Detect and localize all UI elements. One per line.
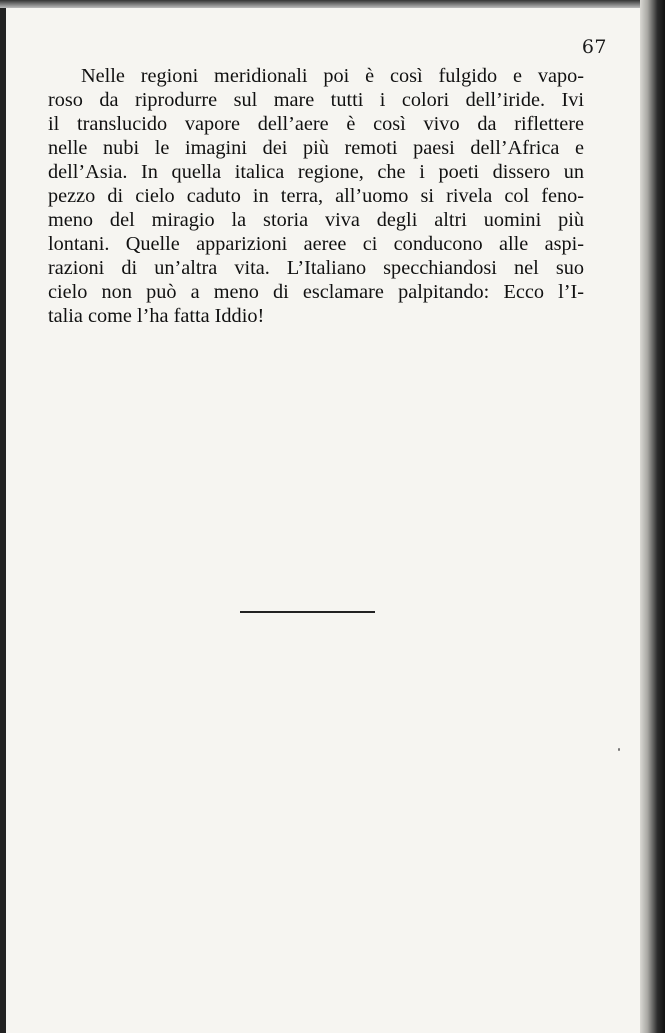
text-line: talia come l’ha fatta Iddio! — [48, 305, 265, 327]
text-line: pezzo di cielo caduto in terra, all’uomo si rivela col feno- — [48, 185, 584, 207]
book-spine-edge — [640, 0, 665, 1033]
page-number: 67 — [581, 36, 607, 58]
paper-speck — [618, 748, 620, 751]
text-line: il translucido vapore dell’aere è così vivo da riflettere — [48, 113, 584, 135]
text-line: meno del miragio la storia viva degli altri uomini più — [48, 209, 584, 231]
text-line: roso da riprodurre sul mare tutti i colori dell’iride. Ivi — [48, 89, 584, 111]
text-line: razioni di un’altra vita. L’Italiano specchiandosi nel suo — [48, 257, 584, 279]
scan-top-edge — [0, 0, 665, 8]
text-line: cielo non può a meno di esclamare palpitando: Ecco l’I- — [48, 281, 584, 303]
section-divider — [240, 611, 375, 613]
paragraph — [48, 64, 584, 328]
text-line: nelle nubi le imagini dei più remoti paesi dell’Africa e — [48, 137, 584, 159]
text-line: lontani. Quelle apparizioni aeree ci conducono alle aspi- — [48, 233, 584, 255]
text-line: dell’Asia. In quella italica regione, che i poeti dissero un — [48, 161, 584, 183]
text-line: Nelle regioni meridionali poi è così fulgido e vapo- — [81, 65, 584, 87]
